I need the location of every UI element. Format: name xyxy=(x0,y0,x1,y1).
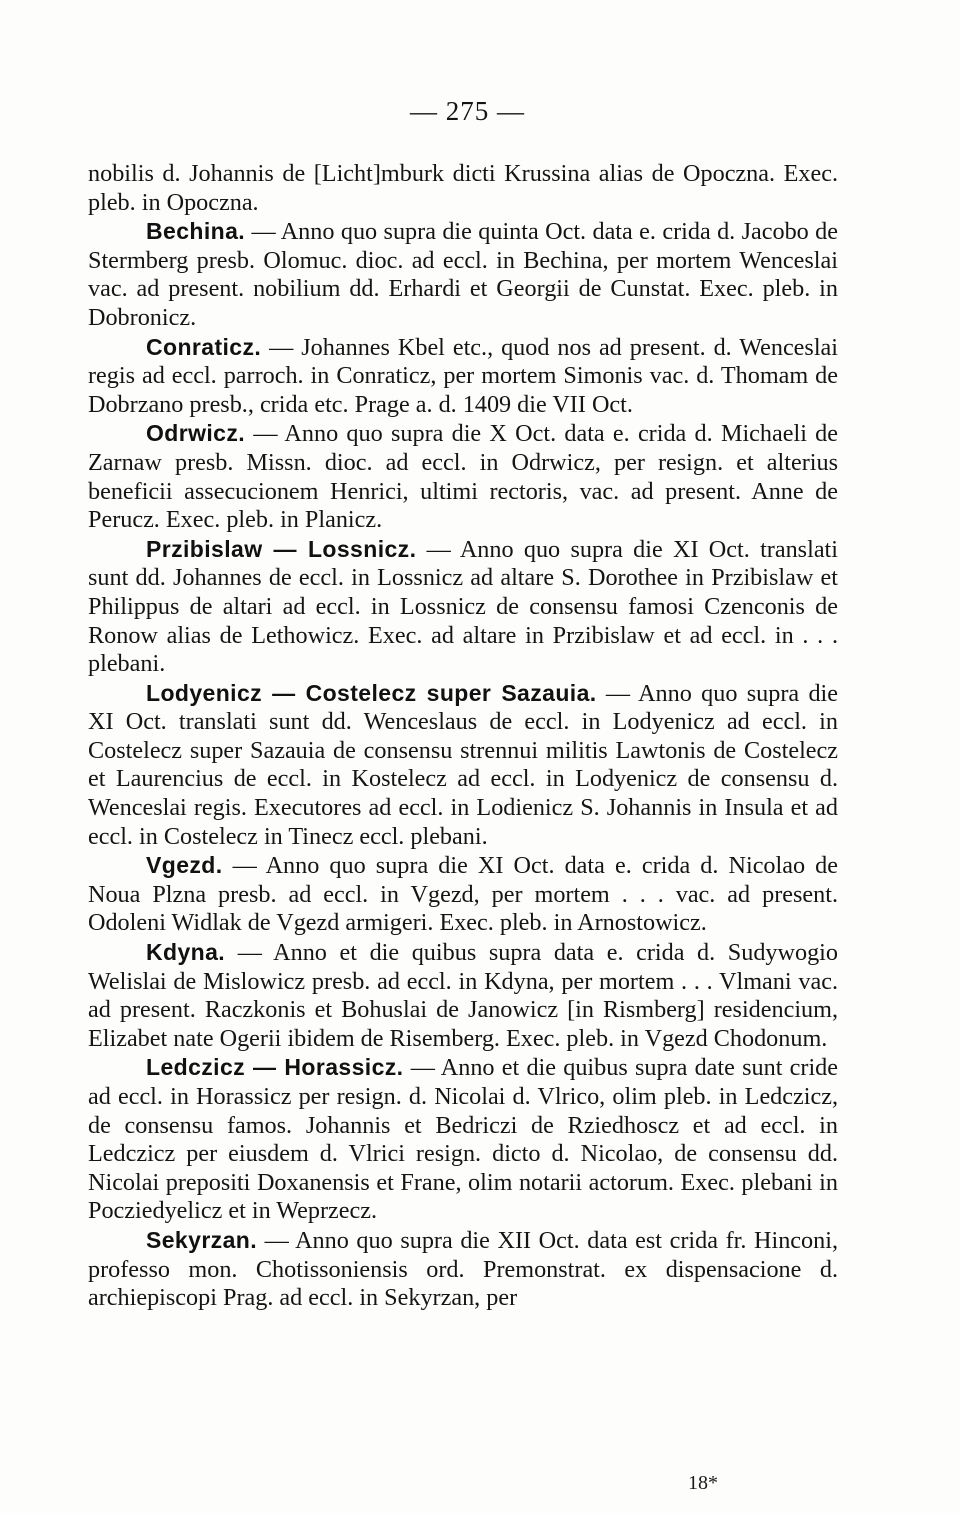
entry-text: — Anno et die quibus supra data e. crida d. Sudywogio Welislai de Mislowicz presb. ad eccl. in Kdyna, per mortem . . . Vlmani vac. ad present. Raczkonis et Bohuslai de Janowicz [in Rismberg] residencium, Elizabet nate Ogerii ibidem de Risemberg. Exec. pleb. in Vgezd Chodonum. xyxy=(88,939,838,1052)
entry-text: — Anno quo supra die quinta Oct. data e. crida d. Jacobo de Stermberg presb. Olomuc. dioc. ad eccl. in Bechina, per mortem Wenceslai vac. ad present. nobilium dd. Erhardi et Georgii de Cunstat. Exec. pleb. in Dobronicz. xyxy=(88,218,838,331)
signature-mark: 18* xyxy=(688,1472,718,1494)
entry-kdyna xyxy=(88,938,838,1053)
place-heading: Odrwicz. xyxy=(146,420,246,447)
place-heading: Ledczicz — Horassicz. xyxy=(146,1054,404,1081)
entry-text: — Anno quo supra die XII Oct. data est crida fr. Hinconi, professo mon. Chotissoniensis ord. Premonstrat. ex dispensacione d. archiepiscopi Prag. ad eccl. in Sekyrzan, per xyxy=(88,1226,838,1312)
entry-bechina xyxy=(88,217,838,332)
entry-text: — Anno et die quibus supra date sunt cride ad eccl. in Horassicz per resign. d. Nicolai d. Vlrico, olim pleb. in Ledczicz, de consensu famos. Johannis et Bedriczi de Rziedhoscz et ad eccl. in Ledczicz per eiusdem d. Vlrici resign. dicto d. Nicolao, de consensu dd. Nicolai prepositi Doxanensis et Frane, olim notarii actorum. Exec. plebani in Pocziedyelicz et in Weprzecz. xyxy=(88,1054,838,1225)
place-heading: Przibislaw — Lossnicz. xyxy=(146,535,417,562)
body-text xyxy=(88,160,838,1313)
entry-odrwicz xyxy=(88,419,838,534)
entry-sekyrzan xyxy=(88,1226,838,1313)
place-heading: Kdyna. xyxy=(146,939,226,966)
entry-vgezd xyxy=(88,851,838,938)
entry-text: — Anno quo supra die X Oct. data e. crida d. Michaeli de Zarnaw presb. Missn. dioc. ad eccl. in Odrwicz, per resign. et alterius beneficii assecucionem Henrici, ultimi rectoris, vac. ad present. Anne de Perucz. Exec. pleb. in Planicz. xyxy=(88,420,838,534)
place-heading: Lodyenicz — Costelecz super Sazauia. xyxy=(146,679,597,706)
place-heading: Sekyrzan. xyxy=(146,1226,257,1253)
place-heading: Bechina. xyxy=(146,218,246,245)
entry-lodyenicz-costelecz xyxy=(88,679,838,852)
intro-paragraph: nobilis d. Johannis de [Licht]mburk dicti Krussina alias de Opoczna. Exec. pleb. in Opoczna. xyxy=(88,160,838,216)
entry-text: — Johannes Kbel etc., quod nos ad present. d. Wenceslai regis ad eccl. parroch. in Conraticz, per mortem Simonis vac. d. Thomam de Dobrzano presb., crida etc. Prage a. d. 1409 die VII Oct. xyxy=(88,333,838,418)
place-heading: Vgezd. xyxy=(146,852,223,879)
entry-text: — Anno quo supra die XI Oct. translati sunt dd. Wenceslaus de eccl. in Lodyenicz ad eccl. in Costelecz super Sazauia de consensu strennui militis Lawtonis de Costelecz et Laurencius de eccl. in Kostelecz ad eccl. in Lodyenicz de consensu d. Wenceslai regis. Executores ad eccl. in Lodienicz S. Johannis in Insula et ad eccl. in Costelecz in Tinecz eccl. plebani. xyxy=(88,679,838,850)
entry-przibislaw-lossnicz xyxy=(88,535,838,679)
entry-conraticz xyxy=(88,333,838,420)
page-number: — 275 — xyxy=(410,96,525,126)
place-heading: Conraticz. xyxy=(146,333,262,360)
entry-text: — Anno quo supra die XI Oct. data e. crida d. Nicolao de Noua Plzna presb. ad eccl. in Vgezd, per mortem . . . vac. ad present. Odoleni Widlak de Vgezd armigeri. Exec. pleb. in Arnostowicz. xyxy=(88,852,838,937)
entry-text: — Anno quo supra die XI Oct. translati sunt dd. Johannes de eccl. in Lossnicz ad altare S. Dorothee in Przibislaw et Philippus de altari ad eccl. in Lossnicz de consensu famosi Czenconis de Ronow alias de Lethowicz. Exec. ad altare in Przibislaw et ad eccl. in . . . plebani. xyxy=(88,535,838,678)
entry-ledczicz-horassicz xyxy=(88,1053,838,1226)
